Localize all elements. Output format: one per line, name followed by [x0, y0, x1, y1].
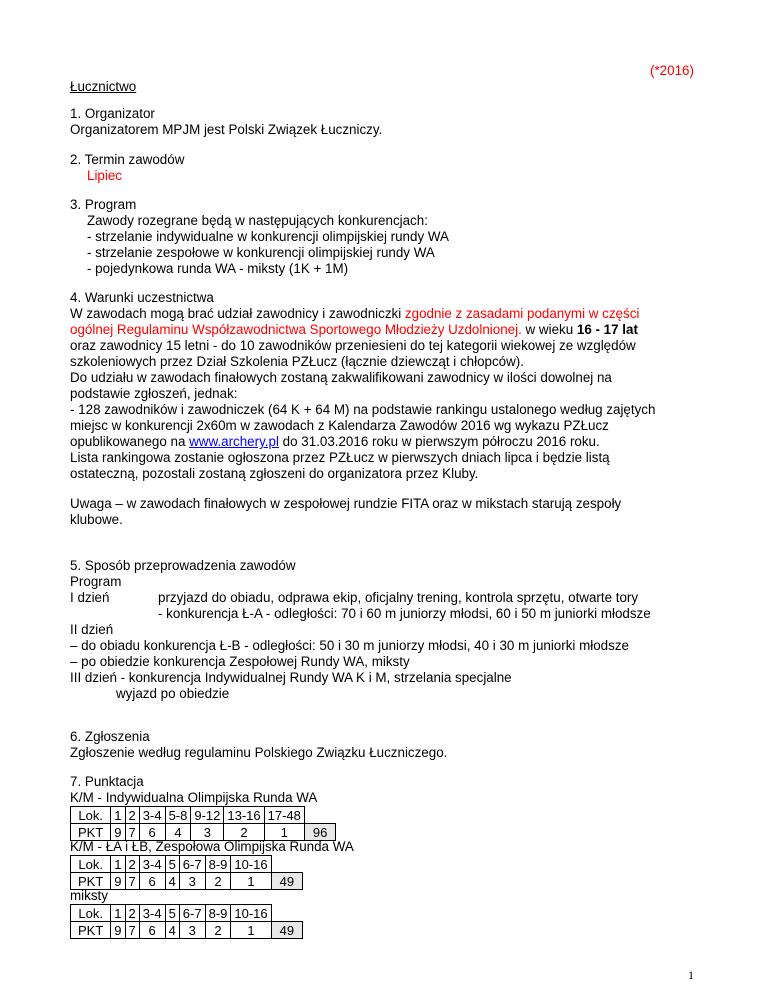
pkt-label: PKT — [71, 873, 111, 890]
day-1-label: I dzień — [70, 590, 110, 605]
pkt-cell: 6 — [139, 824, 165, 841]
lok-cell: 8-9 — [205, 905, 231, 922]
section-4-line: miejsc w konkurencji 2x60m w zawodach z Kalendarza Zawodów 2016 wg wykazu PZŁucz — [70, 418, 609, 433]
section-2-heading: 2. Termin zawodów — [70, 152, 185, 167]
lok-cell: 17-48 — [264, 807, 304, 824]
age-text: w wieku — [521, 322, 577, 337]
table-2-title: K/M - ŁA i ŁB, Zespołowa Olimpijska Runda WA — [70, 839, 354, 854]
section-4-line: oraz zawodnicy 15 letni - do 10 zawodników przeniesieni do tej kategorii wiekowej ze względów — [70, 338, 636, 353]
eligibility-text: W zawodach mogą brać udział zawodnicy i zawodniczki — [70, 306, 405, 321]
section-5-heading: 5. Sposób przeprowadzenia zawodów — [70, 558, 296, 573]
section-1-text: Organizatorem MPJM jest Polski Związek Łuczniczy. — [70, 122, 383, 137]
lok-cell: 1 — [111, 856, 125, 873]
total-cell: 49 — [271, 922, 302, 939]
day-3-line: III dzień - konkurencja Indywidualnej Rundy WA K i M, strzelania specjalne — [70, 670, 512, 685]
competition-item: - pojedynkowa runda WA - miksty (1K + 1M) — [87, 261, 349, 276]
competition-item: - strzelanie zespołowe w konkurencji olimpijskiej rundy WA — [87, 245, 435, 260]
pkt-cell: 3 — [179, 922, 205, 939]
pkt-cell: 1 — [264, 824, 304, 841]
lok-cell: 9-12 — [191, 807, 224, 824]
pkt-cell: 9 — [111, 922, 125, 939]
regulation-reference: ogólnej Regulaminu Współzawodnictwa Sportowego Młodzieży Uzdolnionej. — [70, 322, 522, 337]
section-7-heading: 7. Punktacja — [70, 774, 144, 789]
table-row — [71, 873, 303, 890]
lok-cell: 8-9 — [205, 856, 231, 873]
pkt-cell: 4 — [165, 824, 191, 841]
lok-cell: 10-16 — [231, 905, 271, 922]
table-row — [71, 922, 303, 939]
points-table-individual — [70, 806, 336, 841]
day-2-line: – do obiadu konkurencja Ł-B - odległości: 50 i 30 m juniorzy młodsi, 40 i 30 m juniorki młodsze — [70, 638, 629, 653]
lok-cell: 10-16 — [231, 856, 271, 873]
published-date-text: do 31.03.2016 roku w pierwszym półroczu 2016 roku. — [278, 434, 600, 449]
pkt-cell: 9 — [111, 873, 125, 890]
points-table-mixed — [70, 904, 303, 939]
section-4-line — [70, 306, 639, 322]
lok-cell: 6-7 — [179, 905, 205, 922]
section-4-line: Do udziału w zawodach finałowych zostaną zakwalifikowani zawodnicy w ilości dowolnej na — [70, 370, 612, 385]
pkt-cell: 7 — [125, 922, 139, 939]
pkt-cell: 2 — [205, 873, 231, 890]
event-date: Lipiec — [87, 168, 122, 183]
lok-label: Lok. — [71, 905, 111, 922]
table-1-title: K/M - Indywidualna Olimpijska Runda WA — [70, 790, 318, 805]
pkt-cell: 2 — [224, 824, 264, 841]
lok-cell: 5-8 — [165, 807, 191, 824]
program-label: Program — [70, 574, 122, 589]
note-line: Uwaga – w zawodach finałowych w zespołowej rundzie FITA oraz w mikstach starują zespoły — [70, 496, 622, 511]
pkt-cell: 6 — [139, 922, 165, 939]
section-1-heading: 1. Organizator — [70, 106, 155, 121]
lok-cell: 2 — [125, 856, 139, 873]
pkt-cell: 4 — [165, 922, 179, 939]
empty-cell — [271, 856, 302, 873]
section-4-line: szkoleniowych przez Dział Szkolenia PZŁucz (łącznie dziewcząt i chłopców). — [70, 354, 524, 369]
lok-cell: 3-4 — [139, 905, 165, 922]
table-row — [71, 807, 336, 824]
lok-label: Lok. — [71, 856, 111, 873]
pkt-cell: 4 — [165, 873, 179, 890]
table-row — [71, 824, 336, 841]
pkt-cell: 1 — [231, 922, 271, 939]
empty-cell — [271, 905, 302, 922]
pkt-cell: 7 — [125, 824, 139, 841]
section-6-heading: 6. Zgłoszenia — [70, 729, 150, 744]
day-1-line: przyjazd do obiadu, odprawa ekip, oficjalny trening, kontrola sprzętu, otwarte tory — [158, 590, 639, 605]
pkt-label: PKT — [71, 922, 111, 939]
note-line: klubowe. — [70, 512, 123, 527]
lok-cell: 13-16 — [224, 807, 264, 824]
pkt-cell: 3 — [179, 873, 205, 890]
day-3-line: wyjazd po obiedzie — [116, 686, 230, 701]
lok-label: Lok. — [71, 807, 111, 824]
lok-cell: 1 — [111, 807, 125, 824]
section-3-intro: Zawody rozegrane będą w następujących konkurencjach: — [87, 213, 428, 228]
lok-cell: 2 — [125, 905, 139, 922]
document-title: Łucznictwo — [70, 79, 137, 94]
pkt-label: PKT — [71, 824, 111, 841]
pkt-cell: 2 — [205, 922, 231, 939]
lok-cell: 1 — [111, 905, 125, 922]
day-2-label: II dzień — [70, 622, 114, 637]
day-2-line: – po obiedzie konkurencja Zespołowej Rundy WA, miksty — [70, 654, 410, 669]
section-4-line: - 128 zawodników i zawodniczek (64 K + 64 M) na podstawie rankingu ustalonego według zajętych — [70, 402, 656, 417]
pkt-cell: 6 — [139, 873, 165, 890]
section-4-line: podstawie zgłoszeń, jednak: — [70, 386, 238, 401]
day-1-line: - konkurencja Ł-A - odległości: 70 i 60 m juniorzy młodsi, 60 i 50 m juniorki młodsze — [158, 606, 651, 621]
empty-cell — [304, 807, 335, 824]
section-4-line — [70, 322, 638, 338]
age-range: 16 - 17 lat — [576, 322, 638, 337]
lok-cell: 3-4 — [139, 807, 165, 824]
total-cell: 96 — [304, 824, 335, 841]
table-3-title: miksty — [70, 888, 108, 903]
lok-cell: 6-7 — [179, 856, 205, 873]
section-6-text: Zgłoszenie według regulaminu Polskiego Związku Łuczniczego. — [70, 745, 448, 760]
regulation-reference: zgodnie z zasadami podanymi w części — [404, 306, 640, 321]
section-4-line: ostateczną, pozostali zostaną zgłoszeni do organizatora przez Kluby. — [70, 466, 479, 481]
pkt-cell: 9 — [111, 824, 125, 841]
competition-item: - strzelanie indywidualne w konkurencji olimpijskiej rundy WA — [87, 229, 449, 244]
page-number: 1 — [688, 968, 694, 982]
points-table-team — [70, 855, 303, 890]
lok-cell: 5 — [165, 856, 179, 873]
table-row — [71, 856, 303, 873]
year-tag: (*2016) — [650, 63, 694, 78]
lok-cell: 3-4 — [139, 856, 165, 873]
pkt-cell: 3 — [191, 824, 224, 841]
section-4-line: Lista rankingowa zostanie ogłoszona przez PZŁucz w pierwszych dniach lipca i będzie listą — [70, 450, 610, 465]
section-4-line — [70, 434, 600, 450]
lok-cell: 5 — [165, 905, 179, 922]
lok-cell: 2 — [125, 807, 139, 824]
pkt-cell: 1 — [231, 873, 271, 890]
total-cell: 49 — [271, 873, 302, 890]
section-4-heading: 4. Warunki uczestnictwa — [70, 290, 214, 305]
archery-link[interactable]: www.archery.pl — [189, 434, 279, 449]
section-3-heading: 3. Program — [70, 197, 137, 212]
pkt-cell: 7 — [125, 873, 139, 890]
table-row — [71, 905, 303, 922]
published-text: opublikowanego na — [70, 434, 190, 449]
